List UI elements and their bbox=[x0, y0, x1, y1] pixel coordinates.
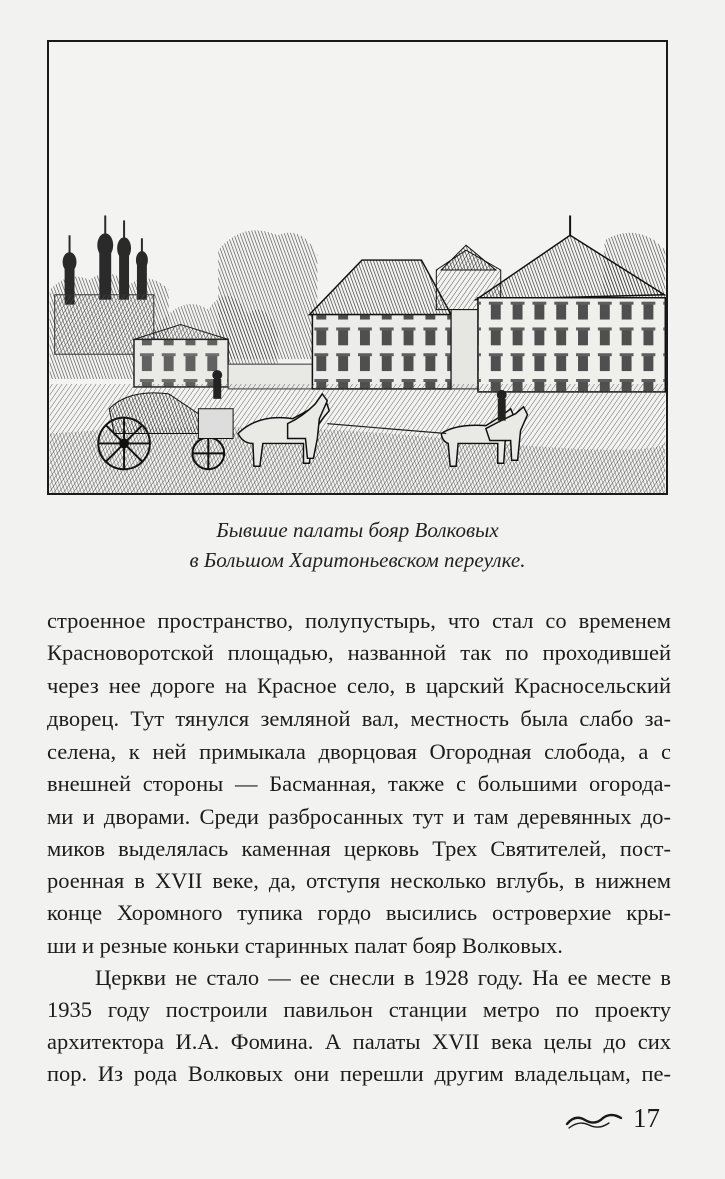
body-text-line: 1935 году построили павильон станции метро по проекту bbox=[47, 997, 671, 1022]
body-text-line: ши и резные коньки старинных палат бояр Волковых. bbox=[47, 933, 563, 958]
body-text-line: дворец. Тут тянулся земляной вал, местность была слабо за- bbox=[47, 706, 671, 731]
body-text-line: пор. Из рода Волковых они перешли другим владельцам, пе- bbox=[47, 1061, 671, 1086]
body-text-line: роенная в XVII веке, да, отступя несколько вглубь, в нижнем bbox=[47, 868, 671, 893]
body-text-line: ми и дворами. Среди разбросанных тут и там деревянных до- bbox=[47, 804, 671, 829]
tilde-ornament-icon bbox=[565, 1108, 623, 1134]
body-text-line: миков выделялась каменная церковь Трех Святителей, пост- bbox=[47, 836, 671, 861]
engraving-figure bbox=[47, 40, 668, 495]
engraving-illustration bbox=[49, 42, 666, 493]
body-text-line: архитектора И.А. Фомина. А палаты XVII века целы до сих bbox=[47, 1029, 671, 1054]
body-text-line: конце Хоромного тупика гордо высились островерхие кры- bbox=[47, 900, 671, 925]
body-text-line: через нее дороге на Красное село, в царский Красносельский bbox=[47, 673, 671, 698]
body-text-line: селена, к ней примыкала дворцовая Огородная слобода, а с bbox=[47, 739, 671, 764]
body-text-line: строенное пространство, полупустырь, что стал со временем bbox=[47, 608, 671, 633]
figure-caption-line-1: Бывшие палаты бояр Волковых bbox=[216, 518, 499, 542]
body-text-line: внешней стороны — Басманная, также с большими огорода- bbox=[47, 771, 671, 796]
page-number: 17 bbox=[633, 1103, 660, 1133]
body-text-line: Красноворотской площадью, названной так по проходившей bbox=[47, 640, 671, 665]
body-text-line: Церкви не стало — ее снесли в 1928 году. На ее месте в bbox=[95, 965, 671, 990]
figure-caption-line-2: в Большом Харитоньевском переулке. bbox=[189, 548, 526, 572]
